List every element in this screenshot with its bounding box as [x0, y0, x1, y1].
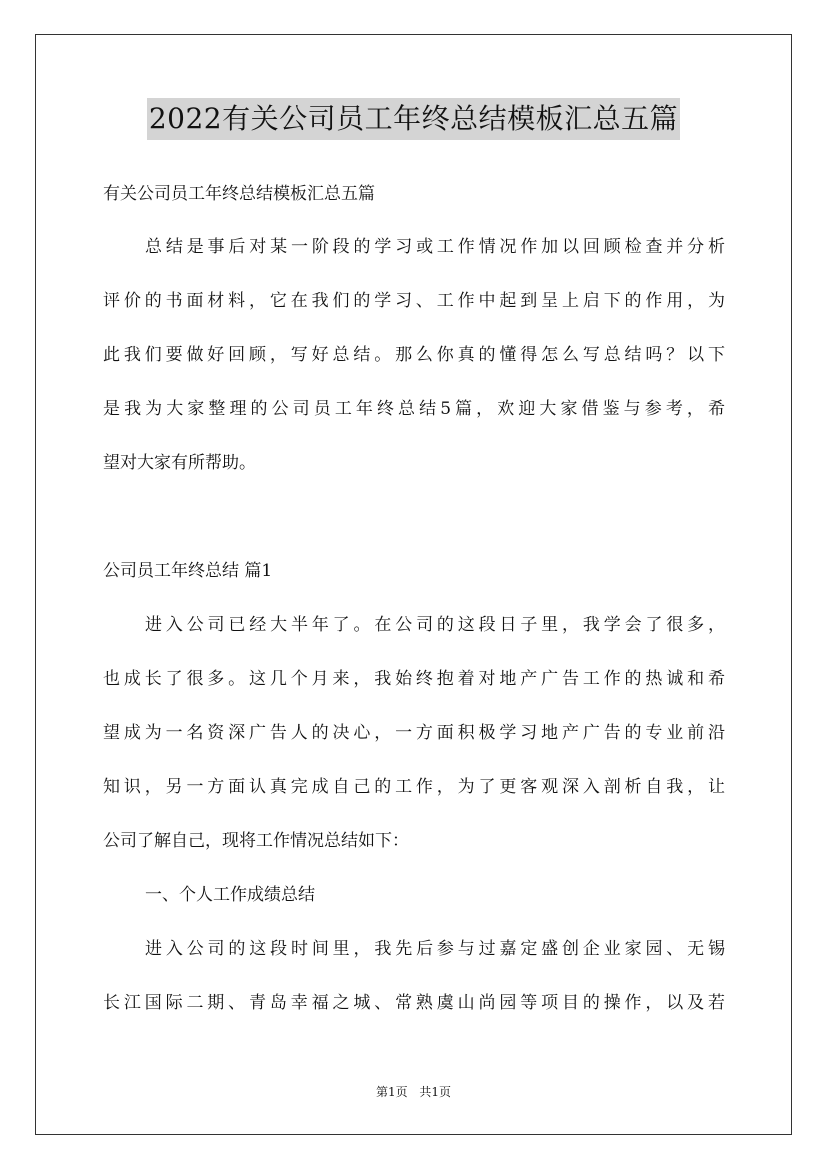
paragraph-line: 望成为一名资深广告人的决心，一方面积极学习地产广告的专业前沿	[103, 723, 725, 743]
paragraph-line: 也成长了很多。这几个月来，我始终抱着对地产广告工作的热诚和希	[103, 669, 725, 689]
paragraph-line: 评价的书面材料，它在我们的学习、工作中起到呈上启下的作用，为	[103, 291, 725, 311]
subheading: 一、个人工作成绩总结	[145, 885, 315, 905]
document-title: 2022有关公司员工年终总结模板汇总五篇	[147, 98, 680, 140]
paragraph-line: 知识，另一方面认真完成自己的工作，为了更客观深入剖析自我，让	[103, 777, 725, 797]
section-heading: 公司员工年终总结 篇1	[103, 561, 273, 581]
spacer	[103, 490, 725, 544]
section-paragraph	[103, 598, 725, 868]
paragraph-line: 长江国际二期、青岛幸福之城、常熟虞山尚园等项目的操作，以及若	[103, 993, 725, 1013]
page-total: 共1页	[419, 1085, 452, 1099]
paragraph-line: 是我为大家整理的公司员工年终总结5篇，欢迎大家借鉴与参考，希	[103, 399, 725, 419]
title-wrap	[0, 98, 827, 140]
last-paragraph	[103, 922, 725, 1030]
paragraph-line: 公司了解自己，现将工作情况总结如下：	[103, 831, 409, 851]
intro-paragraph	[103, 220, 725, 490]
paragraph-line: 总结是事后对某一阶段的学习或工作情况作加以回顾检查并分析	[145, 237, 725, 257]
paragraph-line: 进入公司已经大半年了。在公司的这段日子里，我学会了很多，	[145, 615, 725, 635]
paragraph-line: 进入公司的这段时间里，我先后参与过嘉定盛创企业家园、无锡	[145, 939, 725, 959]
page-footer	[0, 1083, 827, 1100]
paragraph-line: 此我们要做好回顾，写好总结。那么你真的懂得怎么写总结吗？以下	[103, 345, 725, 365]
document-subtitle: 有关公司员工年终总结模板汇总五篇	[103, 184, 375, 204]
paragraph-line: 望对大家有所帮助。	[103, 453, 256, 473]
document-body	[103, 176, 725, 1030]
page-number: 第1页	[375, 1085, 408, 1099]
